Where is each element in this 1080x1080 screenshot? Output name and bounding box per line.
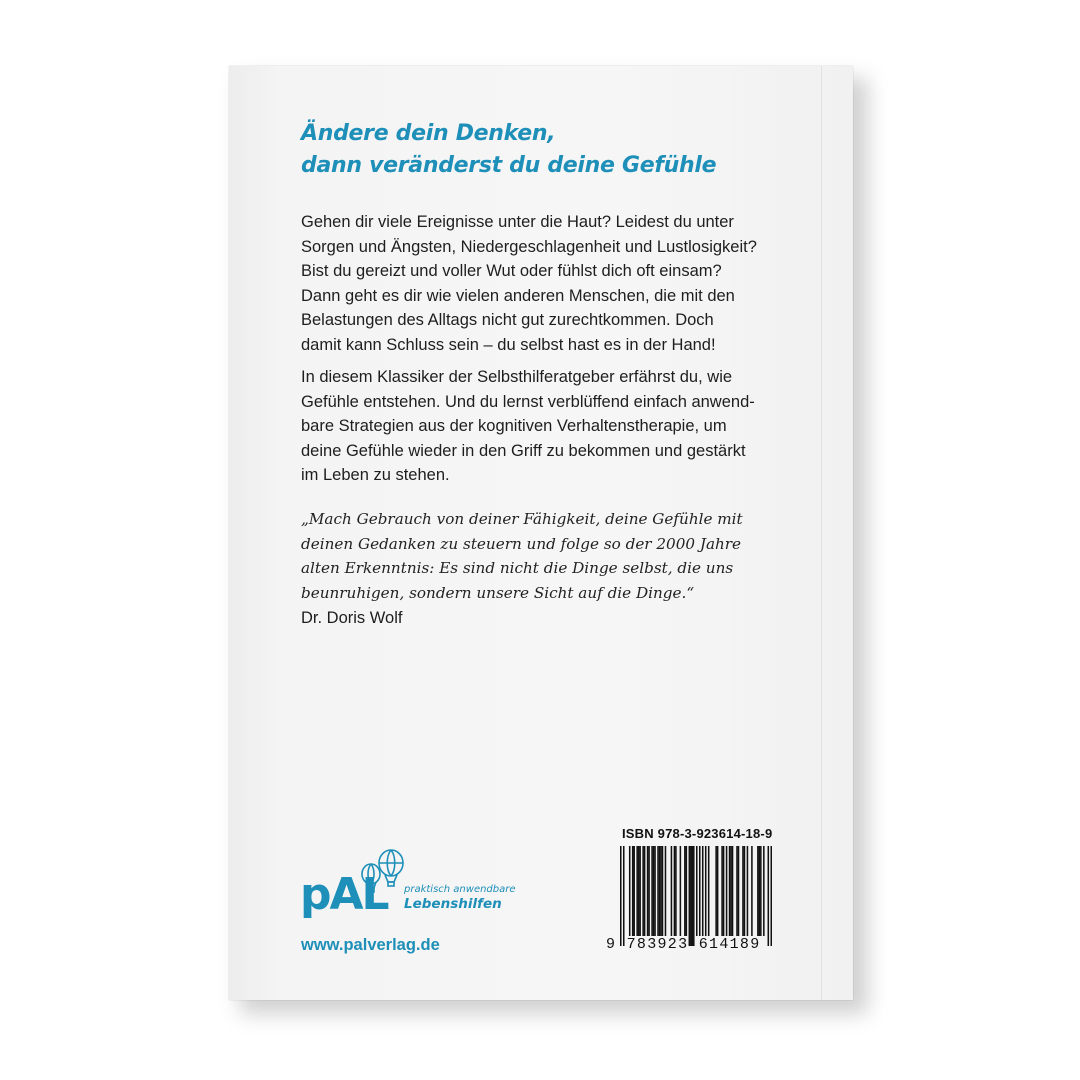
barcode-bar <box>759 846 761 936</box>
isbn-label: ISBN 978-3-923614-18-9 <box>622 826 773 841</box>
barcode-bar <box>747 846 749 936</box>
barcode-bar <box>705 846 707 936</box>
barcode-bar <box>723 846 725 936</box>
barcode-bar <box>644 846 646 936</box>
text-line: im Leben zu stehen. <box>301 466 450 484</box>
barcode-digits: 9 783923 614189 <box>606 936 761 953</box>
barcode-bar <box>638 846 640 936</box>
barcode-bar <box>736 846 738 936</box>
barcode-bar <box>620 846 622 946</box>
barcode-bar <box>642 846 644 936</box>
blurb-paragraph-2 <box>301 365 755 488</box>
text-line: Dann geht es dir wie vielen anderen Menschen, die mit den <box>301 286 735 305</box>
barcode-bar <box>760 846 762 936</box>
text-line: bare Strategien aus der kognitiven Verhaltenstherapie, um <box>301 417 727 435</box>
text-line: In diesem Klassiker der Selbsthilferatgeber erfährst du, wie <box>301 368 733 386</box>
quote-line: beunruhigen, sondern unsere Sicht auf die Dinge.“ <box>301 583 695 602</box>
barcode-bar <box>665 846 667 936</box>
barcode-bar <box>648 846 650 936</box>
barcode-bar <box>763 846 765 936</box>
text-line: Bist du gereizt und voller Wut oder fühlst dich oft einsam? <box>301 262 722 280</box>
publisher-tagline: praktisch anwendbare <box>404 884 516 895</box>
barcode-bar <box>693 846 695 946</box>
barcode-bar <box>692 846 694 946</box>
quote-line: „Mach Gebrauch von deiner Fähigkeit, deine Gefühle mit <box>301 510 743 528</box>
barcode-bar <box>684 846 686 936</box>
barcode-bar <box>675 846 677 936</box>
barcode-bar <box>699 846 701 936</box>
barcode-bar <box>729 846 731 936</box>
barcode-bar <box>660 846 662 936</box>
barcode-bar <box>671 846 673 936</box>
publisher-logo <box>300 848 520 928</box>
barcode-bar <box>696 846 698 936</box>
author-quote <box>301 507 743 605</box>
quote-author: Dr. Doris Wolf <box>301 609 403 627</box>
cover-headline <box>301 118 771 182</box>
barcode-bar <box>751 846 753 936</box>
quote-line: alten Erkenntnis: Es sind nicht die Dinge selbst, die uns <box>301 559 734 577</box>
barcode-bar <box>757 846 759 936</box>
quote-line: deinen Gedanken zu steuern und folge so der 2000 Jahre <box>301 534 742 553</box>
barcode-bar <box>690 846 692 946</box>
barcode-bar <box>653 846 655 936</box>
barcode-bar <box>726 846 728 936</box>
publisher-logo-text: pAL <box>300 869 388 920</box>
publisher-url[interactable]: www.palverlag.de <box>301 936 440 954</box>
barcode-bar <box>639 846 641 936</box>
barcode-bar <box>689 846 691 946</box>
headline-line: dann veränderst du deine Gefühle <box>301 153 717 178</box>
barcode-bar <box>647 846 649 936</box>
barcode-bar <box>738 846 740 936</box>
barcode-bar <box>674 846 676 936</box>
barcode-bar <box>659 846 661 936</box>
barcode-bar <box>662 846 664 936</box>
barcode-bar <box>771 846 772 946</box>
barcode-bar <box>732 846 734 936</box>
text-line: damit kann Schluss sein – du selbst hast es in der Hand! <box>301 335 716 354</box>
barcode-bar <box>715 846 717 936</box>
text-line: Gefühle entstehen. Und du lernst verblüffend einfach anwend- <box>301 392 755 411</box>
barcode-bar <box>702 846 704 936</box>
barcode-bar <box>651 846 653 936</box>
barcode-bar <box>744 846 746 936</box>
cover-text-area <box>301 118 771 627</box>
barcode-bar <box>742 846 744 936</box>
publisher-tagline-bold: Lebenshilfen <box>404 896 502 912</box>
barcode-bar <box>654 846 656 936</box>
book-spine-edge <box>821 66 823 1000</box>
barcode-bar <box>721 846 723 936</box>
text-line: Sorgen und Ängsten, Niedergeschlagenheit und Lustlosigkeit? <box>301 237 757 256</box>
barcode-bar <box>686 846 688 936</box>
barcode-bar <box>680 846 682 936</box>
barcode-bar <box>623 846 625 946</box>
text-line: deine Gefühle wieder in den Griff zu bekommen und gestärkt <box>301 441 746 460</box>
barcode-bar <box>629 846 631 936</box>
barcode-bar <box>730 846 732 936</box>
text-line: Belastungen des Alltags nicht gut zurechtkommen. Doch <box>301 311 714 329</box>
text-line: Gehen dir viele Ereignisse unter die Haut? Leidest du unter <box>301 213 734 231</box>
barcode-bar <box>708 846 710 936</box>
barcode-bar <box>717 846 719 936</box>
barcode-bar <box>768 846 770 946</box>
headline-line: Ändere dein Denken, <box>301 121 556 146</box>
barcode-bar <box>633 846 635 936</box>
blurb-paragraph-1 <box>301 210 757 357</box>
barcode-bar <box>632 846 634 936</box>
barcode-bar <box>657 846 659 936</box>
barcode-bar <box>636 846 638 936</box>
